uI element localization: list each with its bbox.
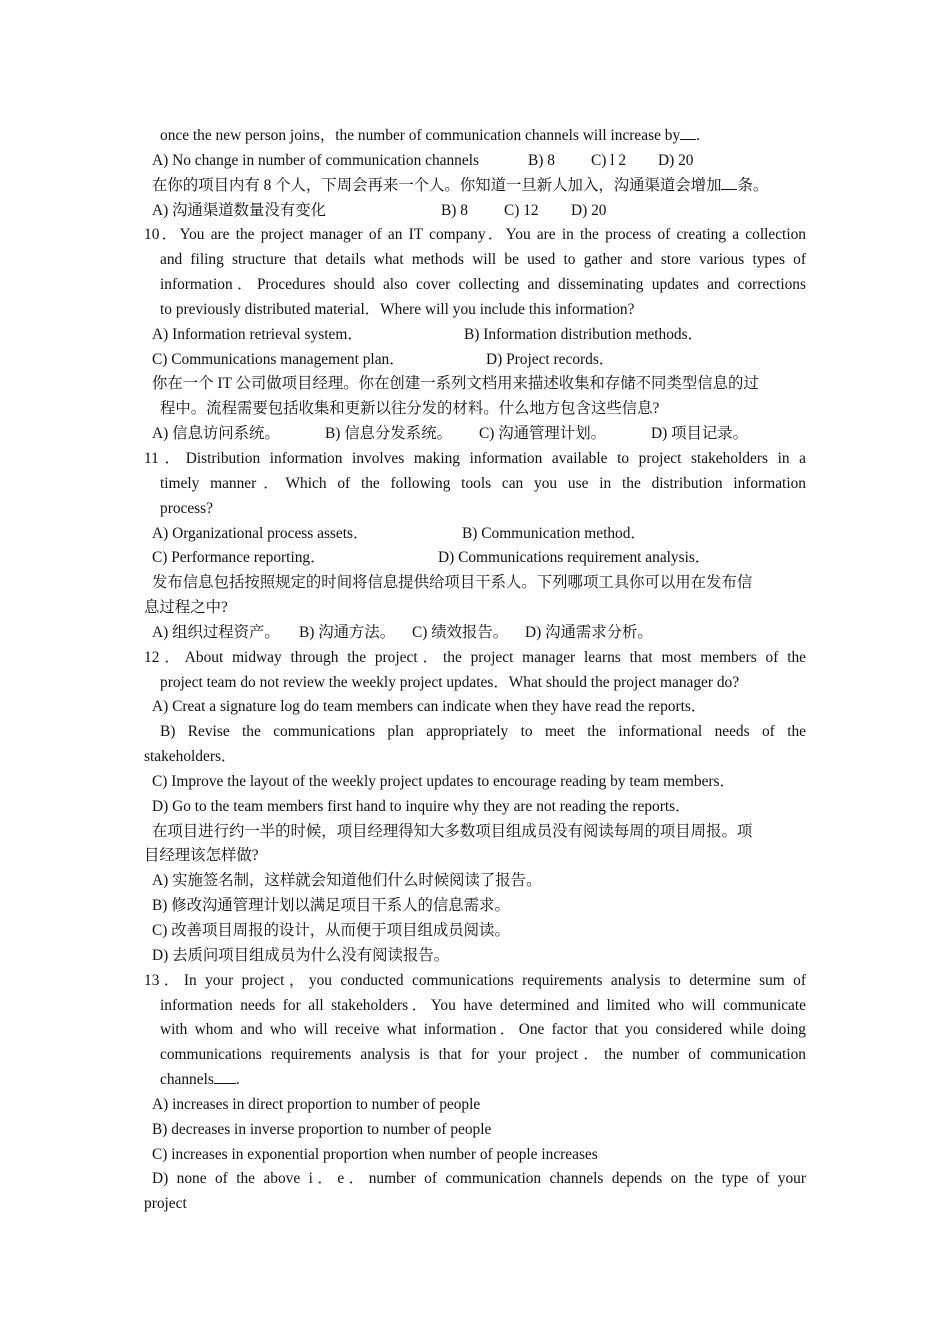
answer-blank	[680, 139, 696, 140]
q10-options-ab	[144, 323, 806, 348]
q10-question-cont: information．Procedures should also cover collecting and disseminating updates and corrections	[160, 276, 806, 294]
q11-option-c-zh: C) 绩效报告。	[412, 623, 509, 641]
q10-option-d: D) Project records．	[486, 350, 615, 368]
document-page	[144, 124, 806, 1217]
q11-options-ab	[144, 522, 806, 547]
q13-question-end: channels .	[160, 1071, 240, 1089]
q9-options-zh	[144, 199, 806, 224]
q12-zh-question-cont: 目经理该怎样做?	[144, 847, 259, 865]
q11-options-cd	[144, 546, 806, 571]
q12-option-d: D) Go to the team members first hand to inquire why they are not reading the reports．	[152, 797, 691, 815]
q10-option-c: C) Communications management plan．	[152, 350, 405, 368]
q9-options-en	[144, 149, 806, 174]
q9-option-b-zh: B) 8	[441, 201, 468, 219]
answer-blank	[721, 189, 737, 190]
q11-option-a-zh: A) 组织过程资产。	[152, 623, 280, 641]
q11-option-a: A) Organizational process assets．	[152, 524, 369, 542]
q9-option-d: D) 20	[658, 151, 694, 169]
q10-question-cont: to previously distributed material．Where will you include this information?	[160, 300, 635, 318]
q13-option-b: B) decreases in inverse proportion to number of people	[152, 1120, 492, 1138]
answer-blank	[214, 1083, 236, 1084]
q10-option-a-zh: A) 信息访问系统。	[152, 425, 280, 443]
q11-option-b: B) Communication method．	[462, 524, 646, 542]
q9-en-line: once the new person joins，the number of communication channels will increase by .	[160, 127, 700, 144]
q12-option-b: B) Revise the communications plan appropriately to meet the informational needs of the	[160, 723, 806, 741]
q11-question: 11．Distribution information involves making information available to project stakeholders in a	[144, 449, 806, 467]
q13-question-cont: information needs for all stakeholders．You have determined and limited who will communicate	[160, 996, 806, 1014]
q12-question-cont: project team do not review the weekly project updates．What should the project manager do?	[160, 673, 740, 691]
q11-zh-question: 发布信息包括按照规定的时间将信息提供给项目干系人。下列哪项工具你可以用在发布信	[152, 574, 753, 592]
q13-question-cont: with whom and who will receive what information．One factor that you considered while doing	[160, 1021, 806, 1039]
q11-option-d: D) Communications requirement analysis．	[438, 549, 711, 567]
q12-option-a-zh: A) 实施签名制，这样就会知道他们什么时候阅读了报告。	[152, 872, 542, 890]
q11-option-d-zh: D) 沟通需求分析。	[525, 623, 653, 641]
q10-option-a: A) Information retrieval system．	[152, 325, 363, 343]
q10-option-b: B) Information distribution methods．	[464, 325, 703, 343]
q10-options-cd	[144, 348, 806, 373]
q12-option-a: A) Creat a signature log do team members can indicate when they have read the reports．	[152, 698, 707, 716]
q11-question-cont: process?	[160, 499, 213, 517]
q9-option-a: A) No change in number of communication channels	[152, 151, 479, 169]
q12-zh-question: 在项目进行约一半的时候，项目经理得知大多数项目组成员没有阅读每周的项目周报。项	[152, 822, 753, 840]
q10-zh-question: 你在一个 IT 公司做项目经理。你在创建一系列文档用来描述收集和存储不同类型信息的过	[152, 375, 759, 393]
q10-option-c-zh: C) 沟通管理计划。	[479, 425, 606, 443]
q13-option-d: D) none of the above i．e．number of communication channels depends on the type of your	[152, 1170, 806, 1188]
q10-options-zh	[144, 422, 806, 447]
q12-option-c-zh: C) 改善项目周报的设计，从而便于项目组成员阅读。	[152, 922, 510, 939]
q12-option-b-zh: B) 修改沟通管理计划以满足项目干系人的信息需求。	[152, 897, 510, 915]
q9-option-c: C) l 2	[591, 151, 627, 169]
q10-option-b-zh: B) 信息分发系统。	[325, 425, 452, 443]
q13-option-d-cont: project	[144, 1195, 187, 1213]
q13-option-a: A) increases in direct proportion to number of people	[152, 1095, 481, 1113]
q12-option-d-zh: D) 去质问项目组成员为什么没有阅读报告。	[152, 946, 450, 964]
q11-zh-question-cont: 息过程之中?	[144, 599, 228, 617]
q11-option-b-zh: B) 沟通方法。	[299, 623, 396, 641]
q10-option-d-zh: D) 项目记录。	[651, 425, 749, 443]
q10-question: 10．You are the project manager of an IT company．You are in the process of creating a collection	[144, 226, 806, 244]
q9-option-d-zh: D) 20	[571, 201, 607, 219]
q13-question: 13．In your project，you conducted communications requirements analysis to determine sum of	[144, 971, 806, 989]
q9-option-c-zh: C) 12	[504, 201, 539, 219]
q13-option-c: C) increases in exponential proportion when number of people increases	[152, 1145, 598, 1163]
q9-option-a-zh: A) 沟通渠道数量没有变化	[152, 201, 326, 219]
q9-zh-line: 在你的项目内有 8 个人，下周会再来一个人。你知道一旦新人加入，沟通渠道会增加 条。	[152, 176, 769, 194]
q12-option-b-cont: stakeholders．	[144, 748, 237, 766]
q9-option-b: B) 8	[528, 151, 555, 169]
q11-question-cont: timely manner．Which of the following tools can you use in the distribution information	[160, 474, 806, 492]
q12-question: 12．About midway through the project．the project manager learns that most members of the	[144, 648, 806, 666]
q13-question-cont: communications requirements analysis is that for your project．the number of communication	[160, 1046, 806, 1064]
q12-option-c: C) Improve the layout of the weekly project updates to encourage reading by team members．	[152, 772, 735, 790]
q11-options-zh	[144, 621, 806, 646]
q10-question-cont: and filing structure that details what methods will be used to gather and store various types of	[160, 251, 806, 269]
q11-option-c: C) Performance reporting．	[152, 549, 326, 567]
q10-zh-question-cont: 程中。流程需要包括收集和更新以往分发的材料。什么地方包含这些信息?	[160, 400, 660, 418]
